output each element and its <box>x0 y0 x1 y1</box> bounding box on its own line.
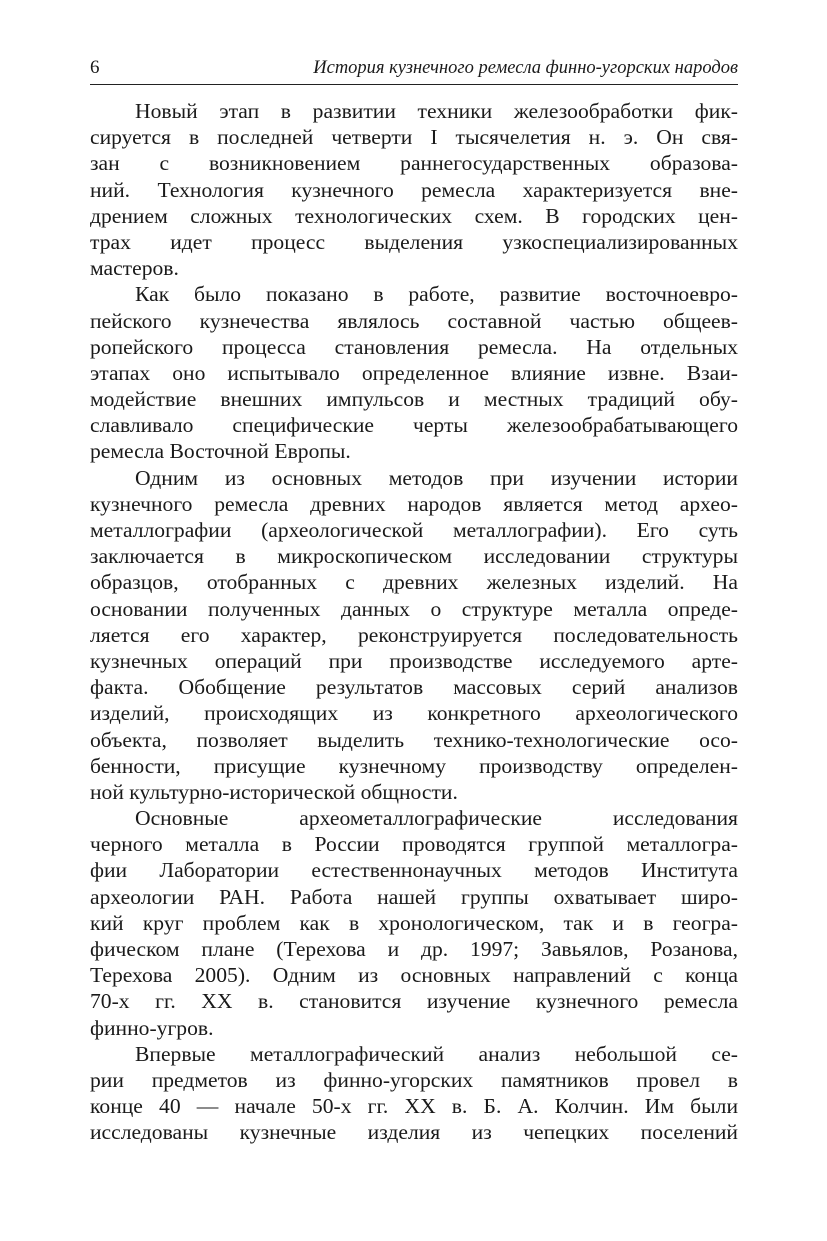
text-line: Новый этап в развитии техники железообработки фик- <box>135 99 738 123</box>
text-line: черного металла в России проводятся группой металлогра- <box>90 832 738 857</box>
page-number: 6 <box>90 57 100 78</box>
paragraph <box>90 805 738 1041</box>
text-line: славливало специфические черты железообрабатывающего <box>90 413 738 438</box>
text-line: фическом плане (Терехова и др. 1997; Завьялов, Розанова, <box>90 937 738 961</box>
text-line: трах идет процесс выделения узкоспециализированных <box>90 229 738 254</box>
text-line: металлографии (археологической металлографии). Его суть <box>90 518 738 542</box>
text-line: археологии РАН. Работа нашей группы охватывает широ- <box>90 884 738 909</box>
text-line: ропейского процесса становления ремесла. На отдельных <box>90 334 738 359</box>
text-line: Как было показано в работе, развитие восточноевро- <box>135 282 738 307</box>
running-title: История кузнечного ремесла финно-угорских народов <box>313 58 738 78</box>
text-line: пейского кузнечества являлось составной частью общеев- <box>90 308 738 333</box>
text-line: ной культурно-исторической общности. <box>90 779 458 804</box>
text-line: Одним из основных методов при изучении истории <box>135 465 738 490</box>
text-line: кий круг проблем как в хронологическом, так и в геогра- <box>90 910 738 935</box>
text-line: мастеров. <box>90 256 179 281</box>
text-line: ний. Технология кузнечного ремесла характеризуется вне- <box>90 177 738 202</box>
text-line: сируется в последней четверти I тысячелетия н. э. Он свя- <box>90 125 738 150</box>
text-line: заключается в микроскопическом исследовании структуры <box>90 544 738 569</box>
text-line: этапах оно испытывало определенное влияние извне. Взаи- <box>90 360 738 385</box>
text-line: кузнечного ремесла древних народов является метод архео- <box>90 491 738 516</box>
paragraph <box>90 98 738 281</box>
text-line: основании полученных данных о структуре металла опреде- <box>90 596 738 621</box>
text-line: дрением сложных технологических схем. В городских цен- <box>90 203 738 228</box>
text-line: исследованы кузнечные изделия из чепецких поселений <box>90 1120 738 1145</box>
text-line: ремесла Восточной Европы. <box>90 439 351 464</box>
text-line: зан с возникновением раннегосударственных образова- <box>90 151 738 176</box>
text-line: 70-х гг. XX в. становится изучение кузнечного ремесла <box>90 989 738 1014</box>
text-line: объекта, позволяет выделить технико-технологические осо- <box>90 727 738 752</box>
text-line: Основные археометаллографические исследования <box>135 806 738 831</box>
running-header <box>90 54 738 85</box>
text-line: рии предметов из финно-угорских памятников провел в <box>90 1067 738 1092</box>
text-line: Терехова 2005). Одним из основных направлений с конца <box>90 963 738 988</box>
text-line: финно-угров. <box>90 1015 214 1040</box>
text-line: ляется его характер, реконструируется последовательность <box>90 622 738 647</box>
text-line: бенности, присущие кузнечному производству определен- <box>90 753 738 778</box>
paragraph <box>90 465 738 805</box>
text-line: фии Лаборатории естественнонаучных методов Института <box>90 858 738 883</box>
text-line: конце 40 — начале 50-х гг. XX в. Б. А. Колчин. Им были <box>90 1094 738 1119</box>
text-line: кузнечных операций при производстве исследуемого арте- <box>90 648 738 673</box>
body-text <box>90 98 738 1146</box>
paragraph <box>90 1041 738 1146</box>
text-line: факта. Обобщение результатов массовых серий анализов <box>90 675 738 700</box>
text-line: изделий, происходящих из конкретного археологического <box>90 701 738 726</box>
text-line: Впервые металлографический анализ небольшой се- <box>135 1041 738 1066</box>
text-line: модействие внешних импульсов и местных традиций обу- <box>90 387 738 412</box>
text-line: образцов, отобранных с древних железных изделий. На <box>90 570 738 595</box>
paragraph <box>90 281 738 464</box>
